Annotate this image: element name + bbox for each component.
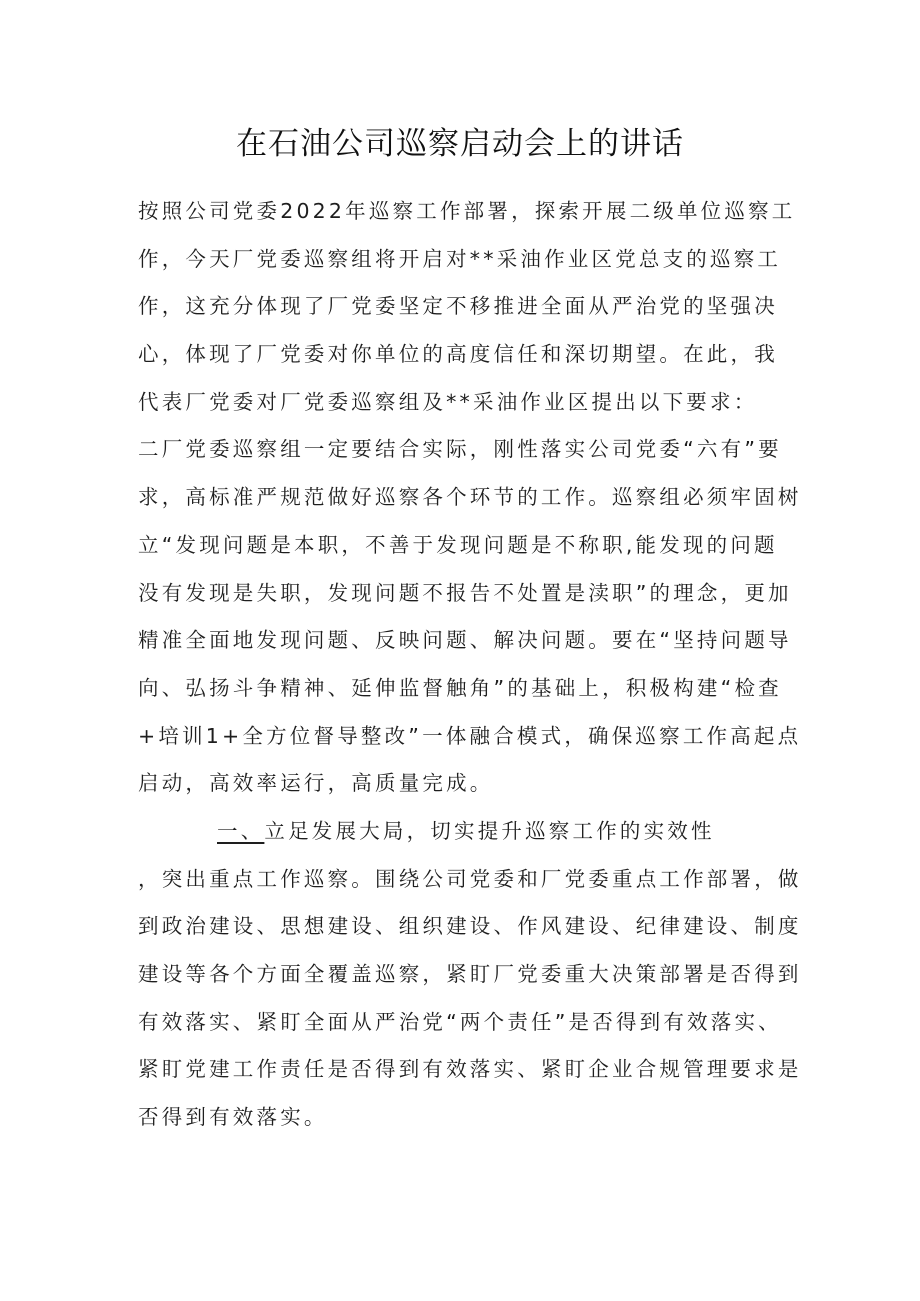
paragraph-section-one — [138, 856, 818, 1142]
document-body — [138, 188, 818, 1142]
text-line: 求，高标准严规范做好巡察各个环节的工作。巡察组必须牢固树 — [138, 485, 802, 510]
text-line: ，突出重点工作巡察。围绕公司党委和厂党委重点工作部署，做 — [138, 866, 802, 891]
text-line: 没有发现是失职，发现问题不报告不处置是渎职”的理念，更加 — [138, 580, 792, 605]
text-line: 到政治建设、思想建设、组织建设、作风建设、纪律建设、制度 — [138, 914, 802, 939]
text-line: 紧盯党建工作责任是否得到有效落实、紧盯企业合规管理要求是 — [138, 1057, 802, 1082]
text-line: 按照公司党委2022年巡察工作部署，探索开展二级单位巡察工 — [138, 199, 796, 223]
section-heading-text: 立足发展大局，切实提升巡察工作的实效性 — [264, 818, 715, 843]
text-line: 立“发现问题是本职，不善于发现问题是不称职,能发现的问题 — [138, 532, 778, 557]
section-number: 一、 — [217, 818, 265, 843]
text-line: 作，今天厂党委巡察组将开启对**采油作业区党总支的巡察工 — [138, 246, 782, 271]
text-line: 有效落实、紧盯全面从严治党“两个责任”是否得到有效落实、 — [138, 1009, 782, 1034]
text-line: +培训1+全方位督导整改”一体融合模式，确保巡察工作高起点 — [138, 723, 802, 748]
document-title: 在石油公司巡察启动会上的讲话 — [236, 126, 684, 162]
text-line: 心，体现了厂党委对你单位的高度信任和深切期望。在此，我 — [138, 342, 778, 367]
text-line: 作，这充分体现了厂党委坚定不移推进全面从严治党的坚强决 — [138, 294, 778, 319]
text-line: 向、弘扬斗争精神、延伸监督触角”的基础上，积极构建“检查 — [138, 675, 782, 700]
text-line: 二厂党委巡察组一定要结合实际，刚性落实公司党委“六有”要 — [138, 437, 782, 462]
text-line: 建设等各个方面全覆盖巡察，紧盯厂党委重大决策部署是否得到 — [138, 962, 802, 986]
paragraph-intro — [138, 188, 818, 426]
text-line: 代表厂党委对厂党委巡察组及**采油作业区提出以下要求： — [138, 389, 758, 414]
text-line: 启动，高效率运行，高质量完成。 — [138, 771, 494, 796]
text-line: 否得到有效落实。 — [138, 1105, 328, 1130]
section-heading — [138, 808, 818, 856]
paragraph-requirements — [138, 426, 818, 808]
text-line: 精准全面地发现问题、反映问题、解决问题。要在“坚持问题导 — [138, 628, 792, 653]
